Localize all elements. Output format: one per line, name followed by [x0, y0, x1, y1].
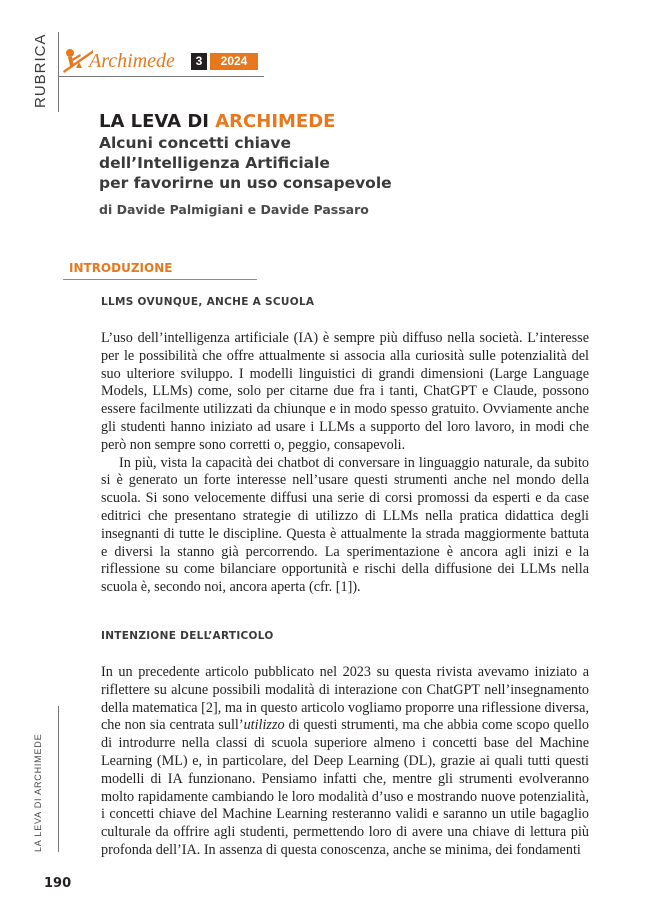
emphasis-text: utilizzo — [243, 717, 285, 734]
section-title: INTRODUZIONE — [69, 261, 173, 275]
paragraph — [101, 664, 589, 860]
rubric-label: RUBRICA — [32, 33, 49, 109]
article-title-accent: ARCHIMEDE — [215, 111, 336, 132]
paragraph: In più, vista la capacità dei chatbot di conversare in linguaggio naturale, da subito si è generato un forte interesse nell’usare questi strumenti anche nel mondo della scuola. Si sono velocemente diffusi una serie di corsi promossi da esperti e da case editrici che presentano strategie di utilizzo di LLMs nella pratica didattica degli insegnanti di tutte le discipline. Questa è attualmente la strada maggiormente battuta e diversi la stanno già percorrendo. La sperimentazione è ancora agli inizi e la riflessione su come bilanciare opportunità e rischi della diffusione dei LLMs nella scuola è, secondo noi, ancora aperta (cfr. [1]). — [101, 454, 589, 596]
article-title-prefix: LA LEVA DI — [99, 111, 216, 132]
subsection-body-intenzione — [101, 664, 589, 860]
page-number: 190 — [44, 876, 72, 891]
section-title-rule — [63, 279, 257, 280]
magazine-title: Archimede — [89, 50, 175, 72]
article-authors: di Davide Palmigiani e Davide Passaro — [99, 202, 369, 217]
paragraph: L’uso dell’intelligenza artificiale (IA) è sempre più diffuso nella società. L’interesse per le possibilità che offre attualmente si associa alla curiosità sulle potenzialità del suo ulteriore sviluppo. I modelli linguistici di grandi dimensioni (Large Language Models, LLMs) come, solo per citarne due fra i tanti, ChatGPT e Claude, possono essere facilmente utilizzati da chiunque e in modo spesso gratuito. Ovviamente anche gli studenti hanno iniziato ad usare i LLMs a supporto del loro lavoro, in modi che però non sempre sono corretti o, peggio, consapevoli. — [101, 330, 589, 453]
year-badge: 2024 — [210, 53, 258, 70]
article-subtitle: Alcuni concetti chiave dell’Intelligenza Artificiale per favorirne un uso consapevole — [99, 134, 392, 192]
header-vertical-rule — [58, 32, 59, 112]
running-footer-label: LA LEVA DI ARCHIMEDE — [33, 733, 43, 852]
issue-number-badge: 3 — [191, 53, 207, 70]
subsection-body-llms — [101, 330, 589, 597]
footer-vertical-rule — [58, 706, 59, 852]
paragraph-text: In un precedente articolo pubblicato nel 2023 su questa rivista avevamo iniziato a riflettere su alcune possibili modalità di interazione con ChatGPT nell’insegnamento della matematica [2], ma in questo articolo vogliamo proporre una riflessione diversa, che non sia centrata sull’ — [101, 664, 589, 734]
article-title — [99, 111, 335, 132]
header-horizontal-rule — [58, 76, 264, 77]
paragraph-text: di questi strumenti, ma che abbia come scopo quello di introdurre nella classi di scuola superiore almeno i concetti base del Machine Learning (ML) e, in particolare, del Deep Learning (DL), grazie ai quali tutti questi modelli di IA funzionano. Pensiamo infatti che, mentre gli strumenti evolveranno molto rapidamente cambiando le loro modalità d’uso e mostrando nuove potenzialità, i concetti chiave del Machine Learning resteranno validi e saranno un utile bagaglio culturale da offrire agli studenti, permettendo loro di avere una chiave di lettura più profonda dell’IA. In assenza di questa conoscenza, anche se minima, dei fondamenti — [101, 717, 590, 858]
subsection-title-llms: LLMS OVUNQUE, ANCHE A SCUOLA — [101, 296, 315, 308]
subsection-title-intenzione: INTENZIONE DELL’ARTICOLO — [101, 630, 274, 642]
